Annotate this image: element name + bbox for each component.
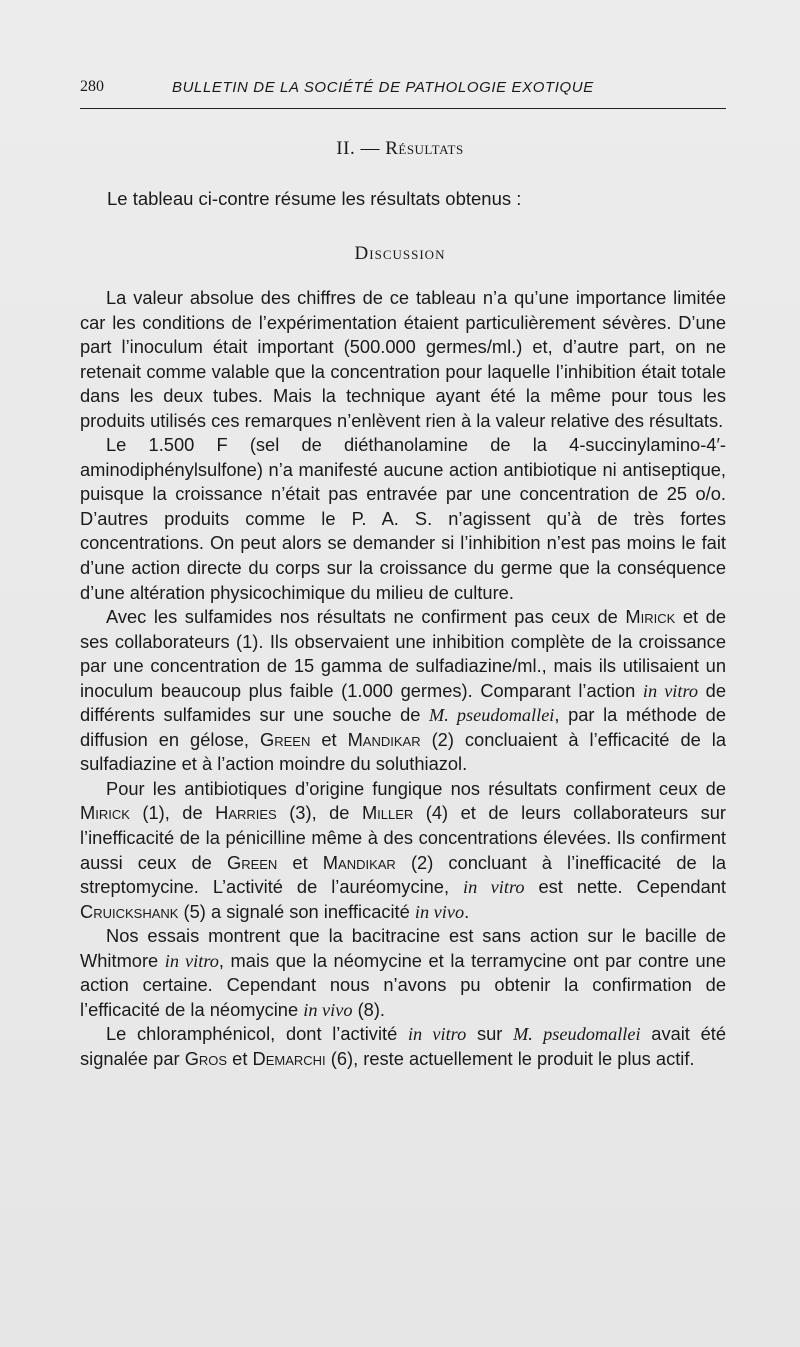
p3-text-f: (2) concluaient à l’efficacité de la sulfadiazine et à l’action moindre du soluthiazol. [80,728,726,775]
p4-text-b: (1), de [129,802,216,824]
p4-text-d: (4) et de leurs collaborateurs sur l’inefficacité de la pénicilline même à des concentrations élevées. Ils confirment aussi ceux de [80,802,726,873]
species-name: M. pseudomallei [429,705,555,726]
p3-text-d: , par la méthode de diffusion en gélose, [80,704,726,750]
p4-text-e: et [277,851,323,873]
p6-text-b: sur [466,1023,514,1045]
p3-text-c: de différents sulfamides sur une souche de [80,679,726,726]
author-demarchi: Demarchi [252,1047,326,1069]
p4-text-a: Pour les antibiotiques d’origine fungique nos résultats confirment ceux de [106,777,726,799]
p3-text-b: et de ses collaborateurs (1). Ils observaient une inhibition complète de la croissance par une concentration de 15 gamma de sulfadiazine/ml., mais ils utilisaient un inoculum beaucoup plus faible (1.000 germes). Comparant l’action [80,606,726,701]
p4-text-i: . [464,900,470,922]
p5-text-a: Nos essais montrent que la bacitracine est sans action sur le bacille de Whitmore [80,925,726,971]
p3-text-e: et [310,728,348,750]
term-in-vivo: in vivo [303,999,353,1020]
paragraph-2: Le 1.500 F (sel de diéthanolamine de la 4-succinylamino-4′-aminodiphénylsulfone) n’a manifesté aucune action antibiotique ni antiseptique, puisque la croissance n’était pas entravée par une concentration de 25 o/o. D’autres produits comme le P. A. S. n’agissent qu’à de très fortes concentrations. On peut alors se demander si l’inhibition n’est pas moins le fait d’une action directe du corps sur la croissance du germe que la conséquence d’une altération physicochimique du milieu de culture. [80,434,726,603]
term-in-vitro: in vitro [164,950,219,971]
author-mirick: Mirick [80,802,130,824]
species-name: M. pseudomallei [513,1024,641,1045]
intro-sentence: Le tableau ci-contre résume les résultats obtenus : [107,188,522,209]
paragraph-4 [80,777,726,924]
paragraph-6 [80,1022,726,1071]
p4-text-h: (5) a signalé son inefficacité [178,900,415,922]
paragraph-5 [80,924,726,1022]
author-green: Green [260,728,311,750]
p6-text-a: Le chloramphénicol, dont l’activité [106,1023,408,1045]
page-number: 280 [80,78,104,95]
term-in-vitro: in vitro [642,680,699,701]
discussion-body [80,286,726,1072]
discussion-heading: Discussion [354,243,446,264]
author-mandikar: Mandikar [347,728,421,750]
author-harries: Harries [215,802,277,824]
paragraph-1: La valeur absolue des chiffres de ce tableau n’a qu’une importance limitée car les conditions de l’expérimentation étaient particulièrement sévères. D’une part l’inoculum était important (500.000 germes/ml.) et, d’autre part, on ne retenait comme valable que la concentration pour laquelle l’inhibition était totale dans les deux tubes. Mais la technique ayant été la même pour tous les produits utilisés ces remarques n’enlèvent rien à la valeur relative des résultats. [80,287,726,431]
author-gros: Gros [184,1047,228,1069]
section-title: Résultats [385,138,464,159]
term-in-vitro: in vitro [463,877,525,898]
author-green: Green [226,851,278,873]
author-cruickshank: Cruickshank [80,900,179,922]
running-head [80,78,726,100]
header-rule [80,108,726,109]
p6-text-e: (6), reste actuellement le produit le plus actif. [325,1047,695,1069]
section-heading [0,138,800,160]
p6-text-c: avait été signalée par [80,1023,727,1069]
term-in-vivo: in vivo [414,901,465,922]
p3-text-a: Avec les sulfamides nos résultats ne confirment pas ceux de [106,606,626,628]
p6-text-d: et [227,1047,253,1069]
paragraph-3 [80,605,726,777]
p4-text-f: (2) concluant à l’inefficacité de la streptomycine. L’activité de l’auréomycine, [80,851,726,898]
author-miller: Miller [361,802,414,824]
p5-text-c: (8). [352,998,385,1020]
journal-title: BULLETIN DE LA SOCIÉTÉ DE PATHOLOGIE EXOTIQUE [172,79,594,96]
p5-text-b: , mais que la néomycine et la terramycine ont par contre une action certaine. Cependant nous n’avons pu obtenir la confirmation de l’efficacité de la néomycine [80,949,726,1020]
author-mirick: Mirick [625,606,676,628]
section-number: II. — [336,138,380,159]
p4-text-g: est nette. Cependant [524,876,726,898]
term-in-vitro: in vitro [407,1024,467,1045]
p4-text-c: (3), de [276,802,362,824]
author-mandikar: Mandikar [322,851,396,873]
